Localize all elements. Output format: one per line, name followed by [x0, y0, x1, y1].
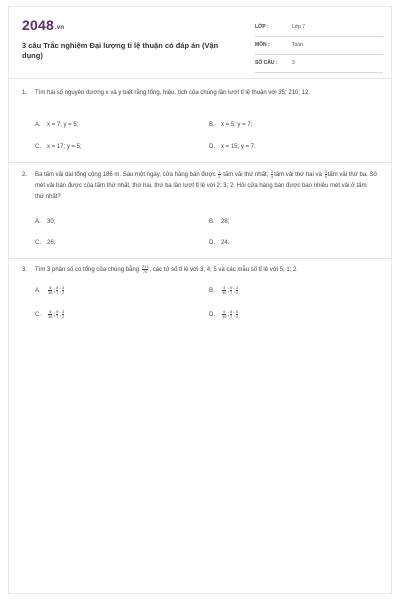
option-letter: D. — [209, 240, 215, 246]
worksheet-header — [9, 7, 391, 73]
fraction — [142, 265, 149, 274]
question-text-part: Tìm 3 phân số có tổng của chúng bằng — [35, 267, 141, 274]
option-letter: C. — [35, 312, 41, 319]
option-letter: A. — [35, 219, 41, 225]
logo-text: 2048 — [22, 17, 54, 33]
fraction — [236, 286, 238, 295]
fraction — [222, 286, 226, 295]
fraction-numerator: 4 — [223, 285, 226, 290]
q1-option-b[interactable] — [209, 122, 252, 128]
meta-row-count — [255, 57, 383, 73]
question-text — [35, 170, 377, 203]
option-letter: C. — [35, 240, 41, 246]
q2-option-a[interactable] — [35, 219, 55, 225]
option-text: x = 15; y = 7. — [221, 144, 256, 150]
question-text-part: , các tử số tỉ lệ với 3; 4; 5 và các mẫu số tỉ lệ với 5; 1; 2. — [149, 267, 299, 274]
logo-tld: .vn — [54, 25, 65, 31]
option-text: 24. — [221, 240, 230, 246]
fraction-numerator: 3 — [324, 169, 327, 174]
fraction — [222, 310, 226, 319]
option-text: x = 7; y = 5; — [47, 122, 79, 128]
fraction-denominator: 7 — [56, 314, 59, 319]
option-text: x = 5; y = 7; — [221, 122, 253, 128]
document-title: 3 câu Trắc nghiệm Đại lượng tỉ lệ thuận có đáp án (Vận dụng) — [22, 41, 219, 60]
site-logo[interactable] — [22, 17, 64, 33]
question-text: Tìm hai số nguyên dương x và y biết rằng tổng, hiệu, tích của chúng lần lượt tỉ lệ thuận với 35; 210; 12. — [35, 90, 310, 96]
q3-option-b[interactable]: B. $\frac{4}{35}$ ; $\frac{9}{7}$ ; $\frac{3}{2}$ — [209, 285, 239, 295]
worksheet-page — [8, 6, 392, 594]
fraction-numerator: 9 — [49, 285, 52, 290]
fraction-numerator: 2 — [270, 169, 274, 174]
fraction — [325, 170, 327, 179]
meta-label: SỐ CÂU : — [255, 60, 278, 66]
meta-row-subject — [255, 39, 383, 55]
fraction — [218, 170, 220, 179]
fraction-denominator: 35 — [222, 314, 227, 319]
option-letter: D. — [209, 144, 215, 150]
fraction — [230, 310, 232, 319]
option-text: 30; — [47, 219, 56, 225]
option-letter: B. — [209, 288, 215, 295]
fraction-numerator: 9 — [223, 309, 226, 314]
fraction — [56, 310, 58, 319]
fraction-denominator: 4 — [324, 174, 327, 179]
question-2 — [22, 170, 377, 203]
q2-option-c[interactable] — [35, 240, 55, 246]
option-letter: C. — [35, 144, 41, 150]
q1-option-a[interactable] — [35, 122, 78, 128]
question-divider — [9, 258, 391, 259]
fraction-numerator: 3 — [62, 309, 65, 314]
fraction-numerator: 213 — [141, 264, 149, 269]
fraction-denominator: 7 — [230, 290, 233, 295]
fraction — [230, 286, 232, 295]
meta-value: 3 — [292, 60, 295, 66]
fraction-denominator: 2 — [62, 290, 65, 295]
fraction-numerator: 5 — [236, 309, 239, 314]
fraction — [271, 170, 273, 179]
meta-label: LỚP : — [255, 24, 269, 30]
fraction-denominator: 35 — [48, 314, 53, 319]
fraction-numerator: 9 — [49, 309, 52, 314]
fraction — [236, 310, 238, 319]
fraction-numerator: 9 — [56, 309, 59, 314]
meta-panel — [255, 21, 383, 75]
question-text-part: Ba tấm vải dài tổng cộng 186 m. Sau một ngày, cửa hàng bán được — [35, 172, 218, 179]
question-text — [35, 265, 377, 276]
question-3 — [22, 265, 377, 276]
fraction — [48, 310, 52, 319]
fraction-denominator: 2 — [236, 290, 239, 295]
fraction-numerator: 9 — [230, 285, 233, 290]
option-text: 28; — [221, 219, 230, 225]
header-divider — [9, 78, 391, 79]
meta-row-class — [255, 21, 383, 37]
q3-option-d[interactable]: D. $\frac{9}{35}$ ; $\frac{8}{7}$ ; $\frac{5}{2}$ — [209, 309, 239, 319]
fraction-denominator: 35 — [222, 290, 227, 295]
question-number: 3. — [22, 267, 28, 273]
fraction-denominator: 35 — [48, 290, 53, 295]
question-divider — [9, 162, 391, 163]
fraction — [62, 310, 64, 319]
meta-value: Toán — [292, 42, 303, 48]
fraction-numerator: 3 — [236, 285, 239, 290]
option-letter: D. — [209, 312, 215, 319]
q3-option-c[interactable]: C. $\frac{9}{35}$ ; $\frac{9}{7}$ ; $\frac{3}{2}$ — [35, 309, 65, 319]
option-text: 26; — [47, 240, 56, 246]
question-text-part: tấm vải thứ hai và — [274, 172, 324, 179]
option-letter: B. — [209, 122, 215, 128]
question-1 — [22, 88, 377, 99]
fraction-denominator: 7 — [56, 290, 59, 295]
option-text: x = 17; y = 5; — [47, 144, 82, 150]
q1-option-d[interactable] — [209, 144, 256, 150]
fraction-numerator: 8 — [56, 285, 59, 290]
option-letter: A. — [35, 122, 41, 128]
fraction — [62, 286, 64, 295]
question-text-part: tấm vải thứ nhất; — [221, 172, 270, 179]
meta-value: Lớp 7 — [292, 24, 306, 30]
fraction-denominator: 3 — [270, 174, 274, 179]
meta-label: MÔN : — [255, 42, 270, 48]
option-letter: B. — [209, 219, 215, 225]
option-letter: A. — [35, 288, 41, 295]
q2-option-d[interactable] — [209, 240, 229, 246]
fraction — [56, 286, 58, 295]
fraction-denominator: 2 — [62, 314, 65, 319]
question-text-part: tấm vải thứ ba. Số mét vải bán được của tấm thứ nhất, thứ hai, thứ ba lần lượt tỉ lệ với 2; 3; 2. Hỏi cửa hàng bán được bao nhiêu mét vải ở tấm thứ nhất? — [35, 172, 377, 201]
fraction-denominator: 2 — [236, 314, 239, 319]
question-number: 1. — [22, 90, 28, 96]
q3-option-a[interactable]: A. $\frac{9}{35}$ ; $\frac{8}{7}$ ; $\frac{3}{2}$ — [35, 285, 65, 295]
fraction-numerator: 8 — [230, 309, 233, 314]
q1-option-c[interactable] — [35, 144, 82, 150]
fraction-numerator: 1 — [218, 169, 221, 174]
fraction-denominator: 2 — [218, 174, 221, 179]
q2-option-b[interactable] — [209, 219, 229, 225]
fraction-denominator: 7 — [230, 314, 233, 319]
fraction — [48, 286, 52, 295]
fraction-denominator: 70 — [142, 269, 148, 274]
question-number: 2. — [22, 172, 28, 178]
fraction-numerator: 3 — [62, 285, 65, 290]
